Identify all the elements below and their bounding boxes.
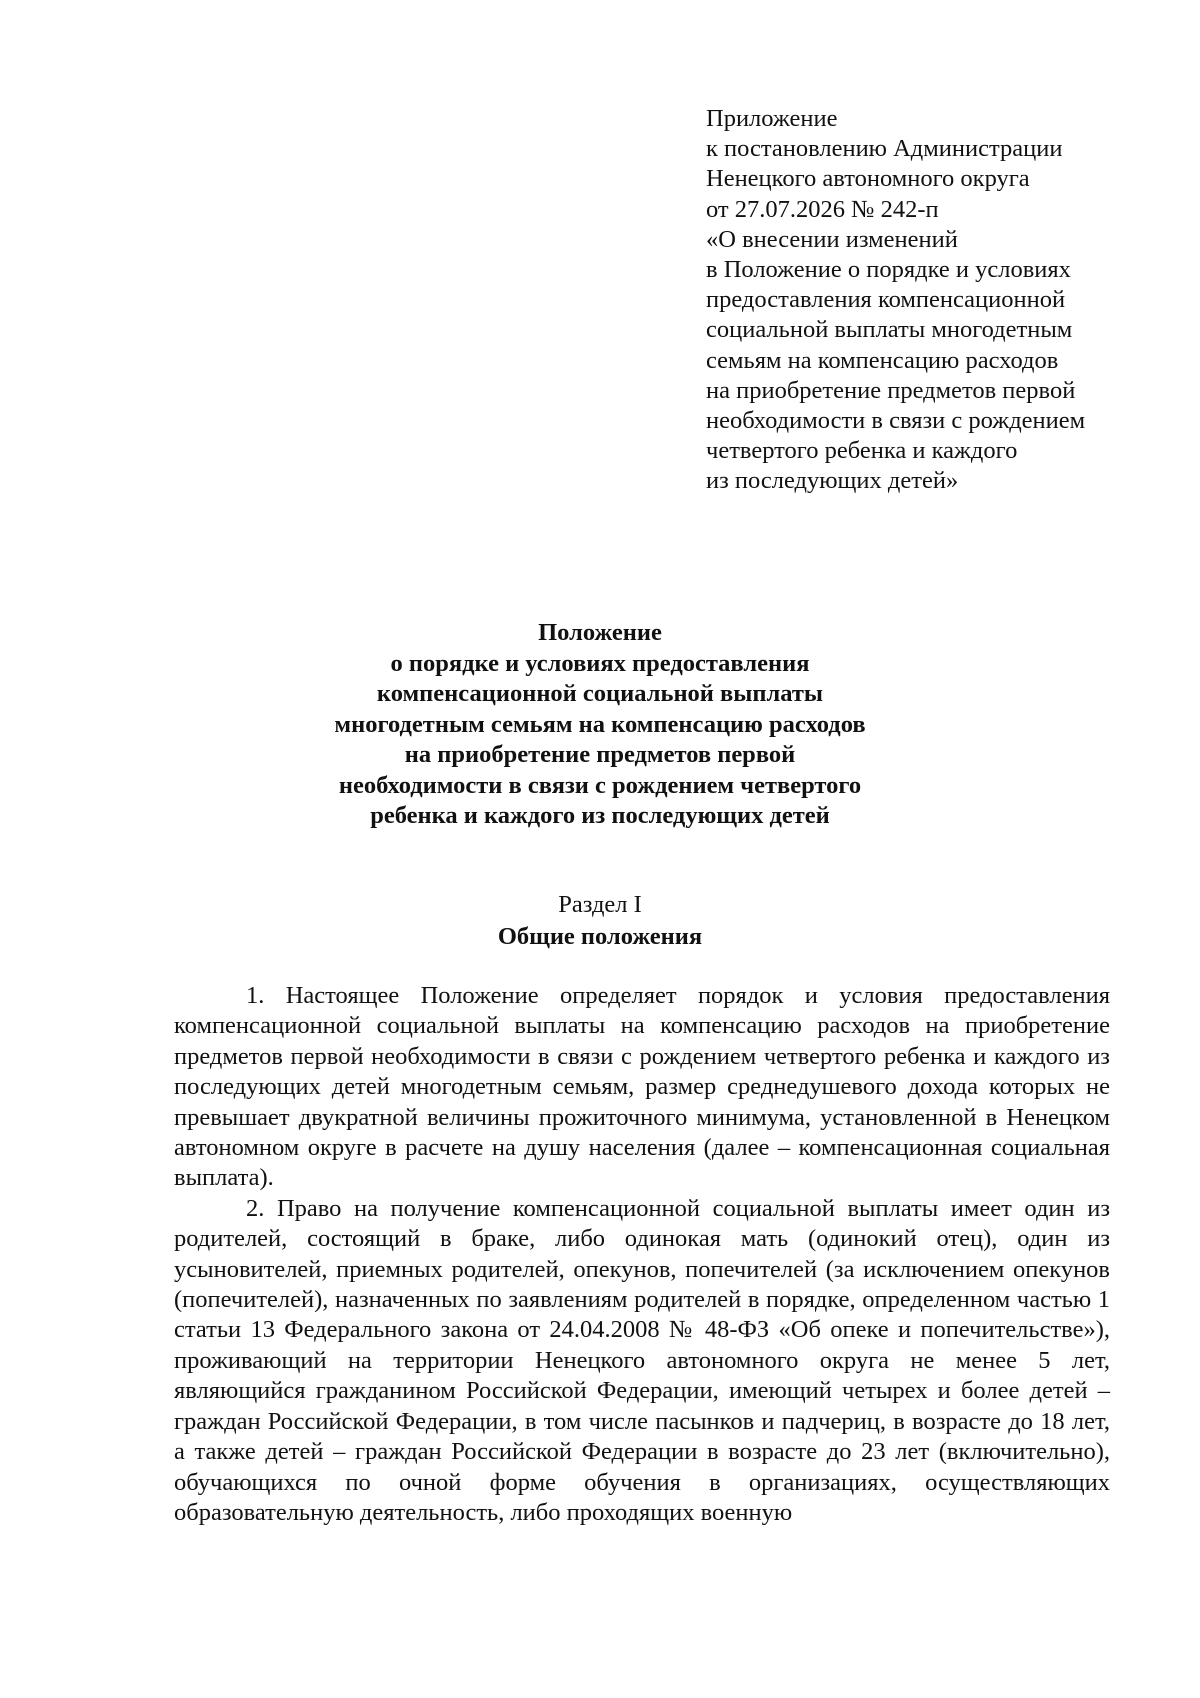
title-line: ребенка и каждого из последующих детей xyxy=(370,802,830,829)
document-title xyxy=(300,618,900,832)
appendix-line: семьям на компенсацию расходов xyxy=(706,346,1059,374)
document-body xyxy=(174,981,1110,1528)
appendix-line: необходимости в связи с рождением xyxy=(706,407,1086,435)
appendix-line: Ненецкого автономного округа xyxy=(706,165,1030,193)
appendix-line: Приложение xyxy=(706,105,838,132)
paragraph-text: Право на получение компенсационной социальной выплаты имеет один из родителей, состоящий в браке, либо одинокая мать (одинокий отец), один из усыновителей, приемных родителей, опекунов, попечителей (за исключением опекунов (попечителей), назначенных по заявлениям родителей в порядке, определенном частью 1 статьи 13 Федерального закона от 24.04.2008 № 48-ФЗ «Об опеке и попечительстве»), проживающий на территории Ненецкого автономного округа не менее 5 лет, являющийся гражданином Российской Федерации, имеющий четырех и более детей – граждан Российской Федерации, в том числе пасынков и падчериц, в возрасте до 18 лет, а также детей – граждан Российской Федерации в возрасте до 23 лет (включительно), обучающихся по очной форме обучения в организациях, осуществляющих образовательную деятельность, либо проходящих военную xyxy=(174,1194,1110,1526)
section-heading xyxy=(400,889,800,953)
section-number: Раздел I xyxy=(558,891,642,918)
title-line: многодетным семьям на компенсацию расходов xyxy=(334,710,866,738)
paragraph-number: 2. xyxy=(246,1194,265,1222)
appendix-line: четвертого ребенка и каждого xyxy=(706,437,1018,465)
title-line: Положение xyxy=(538,619,662,646)
appendix-line: социальной выплаты многодетным xyxy=(706,316,1073,344)
title-line: необходимости в связи с рождением четвертого xyxy=(338,771,862,799)
appendix-line: «О внесении изменений xyxy=(706,225,958,253)
paragraph-text: Настоящее Положение определяет порядок и условия предоставления компенсационной социальной выплаты на компенсацию расходов на приобретение предметов первой необходимости в связи с рождением четвертого ребенка и каждого из последующих детей многодетным семьям, размер среднедушевого дохода которых не превышает двукратной величины прожиточного минимума, установленной в Ненецком автономном округе в расчете на душу населения (далее – компенсационная социальная выплата). xyxy=(174,982,1110,1192)
appendix-line: в Положение о порядке и условиях xyxy=(706,256,1071,284)
title-line: на приобретение предметов первой xyxy=(404,741,796,768)
appendix-line: к постановлению Администрации xyxy=(706,135,1063,163)
appendix-line: от 27.07.2026 № 242-п xyxy=(706,195,939,223)
paragraph xyxy=(174,981,1110,1194)
paragraph xyxy=(174,1194,1110,1528)
appendix-line: предоставления компенсационной xyxy=(706,286,1066,314)
title-line: о порядке и условиях предоставления xyxy=(390,649,810,677)
appendix-header xyxy=(706,104,1176,497)
appendix-line: на приобретение предметов первой xyxy=(706,376,1076,404)
appendix-line: из последующих детей» xyxy=(706,467,959,495)
section-name: Общие положения xyxy=(497,923,703,950)
paragraph-number: 1. xyxy=(246,982,265,1009)
title-line: компенсационной социальной выплаты xyxy=(376,680,824,707)
